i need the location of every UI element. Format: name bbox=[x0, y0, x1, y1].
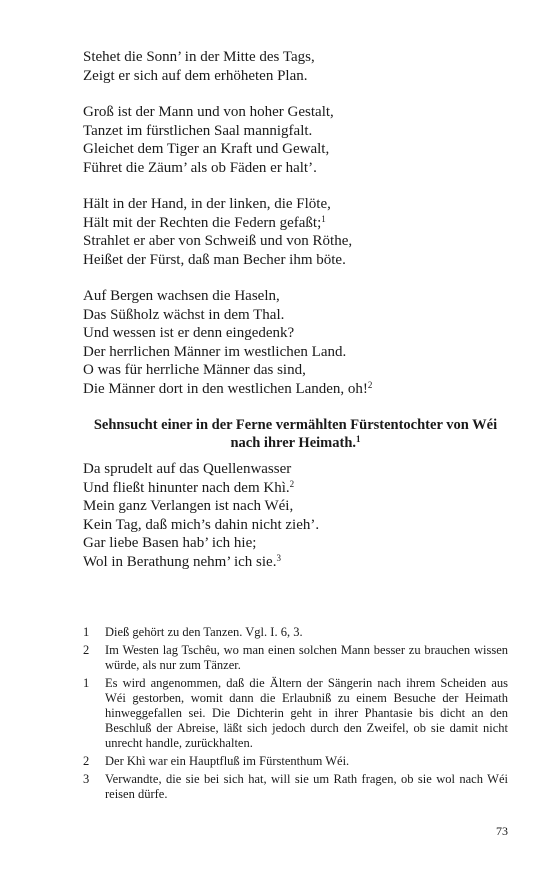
footnote-number: 2 bbox=[83, 754, 90, 768]
footnote-text: Verwandte, die sie bei sich hat, will sie um Rath fragen, ob sie wol nach Wéi reisen dürfe. bbox=[105, 772, 508, 801]
footnote-number: 1 bbox=[83, 625, 90, 639]
verse-line: Hält in der Hand, in der linken, die Flöte, bbox=[83, 196, 331, 212]
verse-line: Mein ganz Verlangen ist nach Wéi, bbox=[83, 498, 294, 514]
footnote-marker: 1 bbox=[321, 213, 326, 224]
footnote bbox=[83, 625, 508, 640]
stanza bbox=[83, 48, 508, 85]
verse-line: Gar liebe Basen hab’ ich hie; bbox=[83, 535, 257, 551]
verse-line: Und wessen ist er denn eingedenk? bbox=[83, 325, 295, 341]
footnote bbox=[83, 643, 508, 673]
footnote-number: 3 bbox=[83, 772, 90, 786]
verse-line: Strahlet er aber von Schweiß und von Röthe, bbox=[83, 233, 353, 249]
verse-text: Die Männer dort in den westlichen Landen, oh! bbox=[83, 380, 368, 397]
footnotes bbox=[83, 625, 508, 805]
footnote-marker: 3 bbox=[276, 552, 281, 563]
page-number: 73 bbox=[496, 824, 508, 838]
verse-line: Tanzet im fürstlichen Saal mannigfalt. bbox=[83, 122, 313, 139]
verse-line: O was für herrliche Männer das sind, bbox=[83, 362, 306, 378]
stanza bbox=[83, 103, 508, 177]
stanza bbox=[83, 287, 508, 398]
footnote bbox=[83, 754, 508, 769]
verse-line: Führet die Zäum’ als ob Fäden er halt’. bbox=[83, 159, 317, 176]
verse-line: Das Süßholz wächst in dem Thal. bbox=[83, 306, 285, 323]
verse-line: Gleichet dem Tiger an Kraft und Gewalt, bbox=[83, 141, 330, 157]
footnote-text: Der Khì war ein Hauptfluß im Fürstenthum Wéi. bbox=[105, 754, 350, 768]
footnote-marker: 1 bbox=[356, 434, 361, 444]
poem-title bbox=[83, 416, 508, 452]
footnote-number: 1 bbox=[83, 676, 90, 690]
verse-line-with-footnote bbox=[83, 214, 508, 233]
verse-line: Stehet die Sonn’ in der Mitte des Tags, bbox=[83, 49, 315, 65]
poem-page bbox=[83, 48, 508, 589]
verse-text: Wol in Berathung nehm’ ich sie. bbox=[83, 553, 277, 570]
verse-line: Kein Tag, daß mich’s dahin nicht zieh’. bbox=[83, 516, 320, 533]
stanza bbox=[83, 460, 508, 571]
verse-text: Hält mit der Rechten die Federn gefaßt; bbox=[83, 214, 322, 231]
stanza bbox=[83, 195, 508, 269]
verse-line-with-footnote bbox=[83, 553, 508, 572]
verse-line-with-footnote bbox=[83, 380, 508, 399]
verse-line: Auf Bergen wachsen die Haseln, bbox=[83, 288, 280, 304]
footnote-number: 2 bbox=[83, 643, 90, 657]
poem-title-text: Sehnsucht einer in der Ferne vermählten Fürstentochter von Wéi nach ihrer Heimath. bbox=[93, 417, 498, 451]
footnote bbox=[83, 772, 508, 802]
verse-line: Der herrlichen Männer im westlichen Land. bbox=[83, 343, 347, 360]
footnote-text: Es wird angenommen, daß die Ältern der Sängerin nach ihrem Scheiden aus Wéi gestorben, womit dann die Erlaubniß zu einem Besuche der Heimath hinweggefallen sei. Die Dichterin geht in ihrer Phantasie bis dicht an den Beschluß der Abreise, läßt sich jedoch durch den Zweifel, ob sie damit nicht unrecht handle, zurückhalten. bbox=[105, 676, 508, 750]
verse-line-with-footnote bbox=[83, 479, 508, 498]
footnote-text: Dieß gehört zu den Tanzen. Vgl. I. 6, 3. bbox=[105, 625, 303, 639]
verse-line: Zeigt er sich auf dem erhöheten Plan. bbox=[83, 67, 308, 84]
footnote-marker: 2 bbox=[289, 478, 295, 489]
verse-text: Und fließt hinunter nach dem Khì. bbox=[83, 479, 290, 496]
footnote-text: Im Westen lag Tschêu, wo man einen solchen Mann besser zu brauchen wissen würde, als nur zum Tänzer. bbox=[105, 643, 508, 672]
footnote bbox=[83, 676, 508, 751]
verse-line: Da sprudelt auf das Quellenwasser bbox=[83, 461, 292, 477]
verse-line: Groß ist der Mann und von hoher Gestalt, bbox=[83, 104, 334, 120]
footnote-marker: 2 bbox=[367, 379, 373, 390]
verse-line: Heißet der Fürst, daß man Becher ihm böte. bbox=[83, 251, 346, 268]
